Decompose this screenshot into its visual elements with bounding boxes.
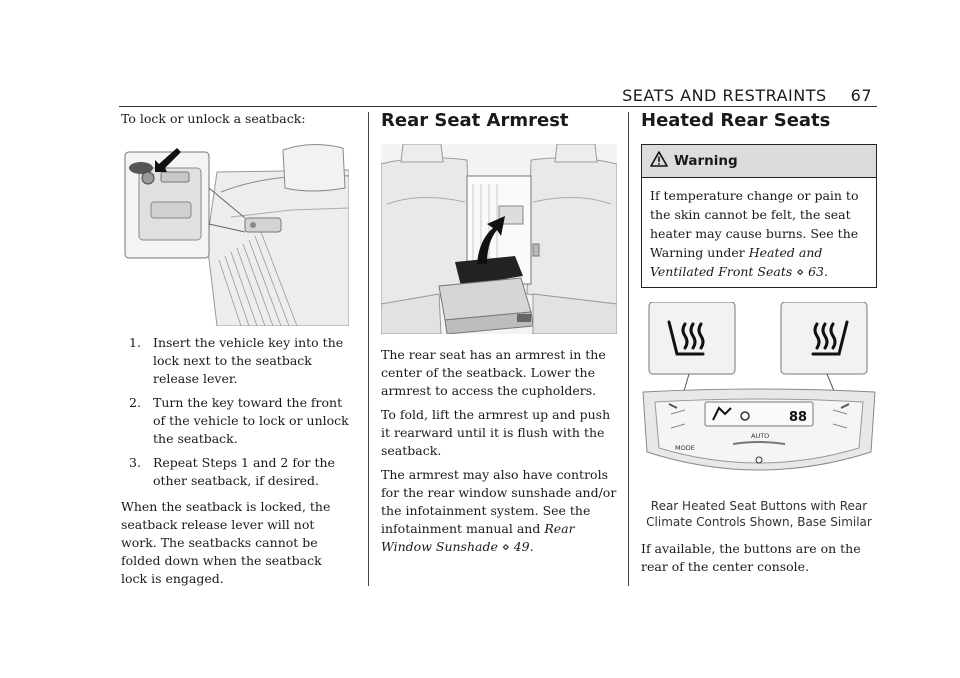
warning-body: If temperature change or pain to the skin cannot be felt, the seat heater may cause burns. See the Warning under Heated and Ventilated Front Seats ⋄ 63.	[650, 188, 859, 279]
cross-reference[interactable]: Rear Window Sunshade	[381, 521, 575, 554]
list-item: 3. Repeat Steps 1 and 2 for the other seatback, if desired.	[129, 455, 335, 488]
rear-climate-panel-illustration	[641, 302, 877, 492]
column-heated-seats	[641, 110, 877, 582]
list-item: 2. Turn the key toward the front of the vehicle to lock or unlock the seatback.	[129, 395, 349, 446]
warning-label: Warning	[674, 153, 738, 169]
page-ref-icon: ⋄	[501, 539, 510, 554]
paragraph: To fold, lift the armrest up and push it rearward until it is flush with the seatback.	[381, 407, 611, 458]
paragraph: If available, the buttons are on the rear of the center console.	[641, 541, 861, 574]
header-rule	[119, 106, 877, 107]
page-number: 67	[850, 86, 872, 105]
section-title: SEATS AND RESTRAINTS	[622, 86, 827, 105]
intro-text: To lock or unlock a seatback:	[121, 111, 306, 126]
temperature-readout: 88	[789, 410, 808, 425]
paragraph: The armrest may also have controls for the rear window sunshade and/or the infotainment system. See the infotainment manual and Rear Window Sunshade ⋄ 49.	[381, 467, 617, 554]
cross-reference-page[interactable]: 49	[513, 539, 530, 554]
figure-caption: Rear Heated Seat Buttons with Rear Climate Controls Shown, Base Similar	[646, 499, 872, 529]
running-header	[622, 86, 872, 105]
warning-box	[641, 144, 877, 288]
column-rear-armrest	[381, 110, 617, 562]
column-divider-1	[368, 112, 369, 586]
mode-button-label: MODE	[675, 444, 695, 452]
column-seatback-lock	[121, 110, 349, 594]
section-heading: Rear Seat Armrest	[381, 110, 569, 131]
steps-list	[121, 334, 349, 490]
section-heading: Heated Rear Seats	[641, 110, 831, 131]
column-divider-2	[628, 112, 629, 586]
list-item: 1. Insert the vehicle key into the lock next to the seatback release lever.	[129, 335, 344, 386]
warning-triangle-icon	[650, 151, 668, 172]
seatback-lock-illustration	[121, 142, 349, 326]
cross-reference[interactable]: Heated and Ventilated Front Seats	[650, 245, 823, 279]
cross-reference-page[interactable]: 63	[808, 264, 824, 279]
closing-text: When the seatback is locked, the seatback release lever will not work. The seatbacks cannot be folded down when the seatback lock is engaged.	[121, 499, 331, 586]
paragraph: The rear seat has an armrest in the center of the seatback. Lower the armrest to access the cupholders.	[381, 347, 606, 398]
page-ref-icon: ⋄	[796, 264, 805, 279]
warning-header	[642, 145, 876, 178]
armrest-illustration	[381, 144, 617, 334]
auto-button-label: AUTO	[751, 432, 770, 440]
